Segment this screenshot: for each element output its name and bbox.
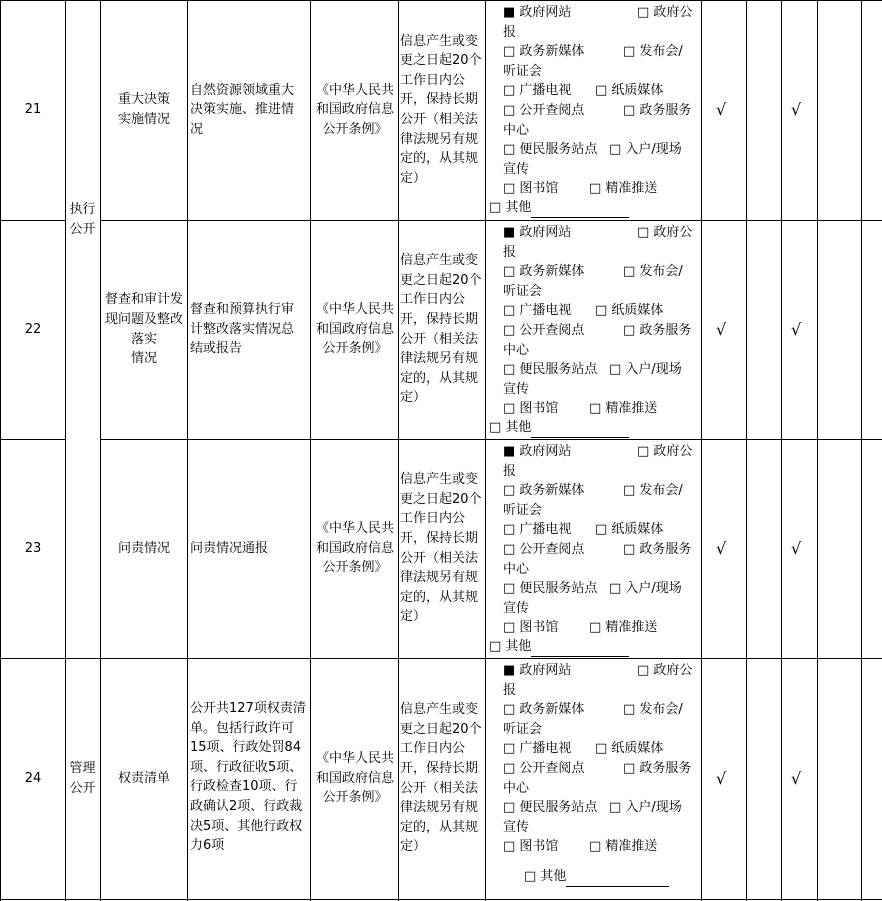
row-number: 22 [24, 321, 42, 337]
time-limit: 信息产生或变 [400, 253, 479, 269]
channel-label: 政府公 [649, 444, 693, 459]
checkbox-icon: □ [589, 839, 602, 855]
legal-basis: 《中华人民共 [315, 521, 394, 537]
checkbox-icon: □ [637, 225, 650, 240]
check-mark: √ [791, 768, 802, 788]
blank-line [531, 203, 629, 218]
channel-option [623, 540, 691, 560]
check-mark: √ [716, 538, 727, 558]
channel-option [623, 42, 683, 62]
channel-option [623, 700, 683, 720]
channel-option [503, 42, 584, 62]
channel-label: 政务新媒体 [515, 44, 585, 60]
time-limit: 定的，从其规 [400, 819, 479, 835]
time-limit: 更之日起20个 [400, 272, 482, 288]
channel-label: 中心 [503, 561, 530, 577]
checkbox-icon: □ [637, 5, 650, 20]
time-limit: 定的，从其规 [400, 151, 479, 167]
item-content: 决策实施、推进情 [190, 102, 295, 118]
channel-label: 公开查阅点 [515, 761, 585, 776]
checkbox-icon: □ [609, 800, 622, 816]
legal-basis: 《中华人民共 [315, 302, 394, 318]
checkbox-icon: □ [609, 581, 622, 597]
time-limit: 律法规另有规 [400, 570, 479, 586]
time-limit: 公开（相关法 [400, 331, 479, 347]
channel-option [503, 81, 571, 101]
checked-box-icon: ■ [503, 225, 516, 240]
channel-label: 图书馆 [515, 401, 559, 417]
checkbox-icon: □ [595, 522, 608, 538]
channel-label: 报 [503, 244, 517, 260]
item-content: 行政检查10项、行 [190, 779, 298, 795]
channel-label: 宣传 [503, 381, 530, 397]
checkbox-icon: □ [503, 839, 516, 855]
item-content: 计整改落实情况总 [190, 321, 295, 337]
row-number: 21 [24, 102, 42, 118]
checked-box-icon: ■ [503, 5, 516, 20]
time-limit: 定） [400, 390, 427, 406]
channel-label: 政府网站 [515, 444, 572, 459]
channel-option [623, 759, 691, 779]
channel-label: 纸质媒体 [607, 741, 664, 757]
channel-option [503, 700, 584, 720]
channel-option [595, 739, 663, 759]
channel-other [489, 198, 629, 218]
checkbox-icon: □ [623, 264, 636, 280]
checkbox-icon: □ [503, 181, 516, 197]
legal-basis: 和国政府信息 [315, 770, 394, 786]
channel-label: 精准推送 [601, 839, 658, 855]
time-limit: 信息产生或变 [400, 33, 479, 49]
channel-option [589, 837, 657, 857]
time-limit: 工作日内公 [400, 292, 466, 308]
checkbox-icon: □ [503, 362, 516, 378]
channel-option [503, 321, 584, 341]
item-name: 重大决策 [117, 92, 170, 108]
channel-label: 广播电视 [515, 522, 572, 538]
checkbox-icon: □ [623, 483, 636, 499]
channel-option [503, 618, 558, 638]
checkbox-icon: □ [609, 362, 622, 378]
channel-label: 纸质媒体 [607, 522, 664, 538]
item-content: 力6项 [190, 838, 225, 854]
channel-option [503, 759, 584, 779]
blank-line [531, 423, 629, 438]
checkbox-icon: □ [595, 303, 608, 319]
item-content: 况 [190, 121, 204, 137]
checkbox-icon: □ [637, 444, 650, 459]
checkbox-icon: □ [623, 702, 636, 718]
channel-option [503, 837, 558, 857]
checkbox-icon: □ [609, 142, 622, 158]
channel-label: 公开查阅点 [515, 542, 585, 557]
channel-option [609, 140, 682, 160]
group-label: 公开 [69, 780, 96, 796]
channel-label: 宣传 [503, 161, 530, 177]
channel-option [503, 262, 584, 282]
blank-line [531, 642, 629, 657]
time-limit: 工作日内公 [400, 741, 466, 757]
time-limit: 信息产生或变 [400, 702, 479, 718]
channel-label: 发布会/ [635, 264, 683, 280]
checkbox-icon: □ [503, 83, 516, 99]
checkbox-icon: □ [503, 401, 516, 417]
channel-label: 其他 [501, 200, 532, 215]
legal-basis: 公开条例》 [322, 121, 388, 137]
channel-label: 入户/现场 [621, 362, 682, 378]
channel-label: 图书馆 [515, 839, 559, 855]
channel-label: 政府公 [649, 5, 693, 20]
time-limit: 工作日内公 [400, 511, 466, 527]
time-limit: 公开（相关法 [400, 112, 479, 127]
time-limit: 律法规另有规 [400, 351, 479, 367]
check-mark: √ [791, 538, 802, 558]
channel-other [489, 418, 629, 438]
channel-label: 精准推送 [601, 620, 658, 636]
channel-label: 公开查阅点 [515, 103, 585, 118]
checkbox-icon: □ [503, 522, 516, 538]
channel-label: 公开查阅点 [515, 323, 585, 338]
check-mark: √ [716, 319, 727, 339]
channel-option [503, 360, 597, 380]
channel-label: 便民服务站点 [515, 142, 598, 158]
time-limit: 定） [400, 609, 427, 625]
channel-option [609, 579, 682, 599]
item-content: 结或报告 [190, 341, 243, 357]
check-mark: √ [716, 100, 727, 119]
checkbox-icon: □ [503, 741, 516, 757]
channel-option [589, 618, 657, 638]
checkbox-icon: □ [524, 869, 537, 884]
channel-label: 发布会/ [635, 702, 683, 718]
time-limit: 定的，从其规 [400, 589, 479, 605]
channel-label: 图书馆 [515, 620, 559, 636]
channel-label: 政务新媒体 [515, 702, 585, 718]
channel-option [503, 739, 571, 759]
channel-label: 其他 [536, 869, 567, 884]
channel-label: 中心 [503, 122, 530, 138]
channel-option [637, 661, 692, 681]
item-name: 实施情况 [117, 112, 170, 127]
time-limit: 律法规另有规 [400, 800, 479, 816]
channel-other [524, 867, 669, 887]
channel-option [503, 520, 571, 540]
checkbox-icon: □ [503, 581, 516, 597]
channel-label: 入户/现场 [621, 800, 682, 816]
group-label: 公开 [69, 221, 96, 237]
channel-label: 广播电视 [515, 303, 572, 319]
checkbox-icon: □ [503, 142, 516, 158]
item-content: 政确认2项、行政裁 [190, 799, 303, 814]
channel-option [623, 262, 683, 282]
channel-label: 其他 [501, 639, 532, 654]
time-limit: 律法规另有规 [400, 131, 479, 147]
group-label: 执行 [69, 201, 96, 217]
channel-option [595, 301, 663, 321]
checkbox-icon: □ [595, 741, 608, 757]
checkbox-icon: □ [503, 800, 516, 816]
time-limit: 信息产生或变 [400, 472, 479, 488]
row-number: 23 [24, 540, 42, 556]
channel-label: 报 [503, 463, 517, 479]
channel-option [503, 140, 597, 160]
checkbox-icon: □ [503, 264, 516, 280]
time-limit: 定的，从其规 [400, 370, 479, 386]
channel-label: 广播电视 [515, 83, 572, 99]
legal-basis: 和国政府信息 [315, 102, 394, 118]
channel-label: 政务服务 [635, 761, 692, 776]
channel-option [623, 321, 691, 341]
channel-option [609, 360, 682, 380]
channel-label: 纸质媒体 [607, 303, 664, 319]
checkbox-icon: □ [623, 761, 636, 776]
channel-option [637, 223, 692, 243]
channel-label: 政务服务 [635, 542, 692, 557]
time-limit: 开，保持长期 [400, 760, 479, 776]
channel-label: 政务服务 [635, 323, 692, 338]
item-name: 现问题及整改 [104, 311, 183, 327]
channel-label: 广播电视 [515, 741, 572, 757]
checked-box-icon: ■ [503, 444, 516, 459]
channel-label: 政府网站 [515, 5, 572, 20]
channel-option [623, 101, 691, 121]
checkbox-icon: □ [503, 761, 516, 776]
checkbox-icon: □ [623, 323, 636, 338]
channel-label: 政府公 [649, 225, 693, 240]
channel-label: 中心 [503, 780, 530, 796]
channel-option [503, 798, 597, 818]
channel-option [503, 223, 571, 243]
item-content: 项、行政征收5项、 [190, 759, 303, 775]
channel-label: 精准推送 [601, 181, 658, 197]
item-content: 督查和预算执行审 [190, 302, 295, 318]
item-name: 权责清单 [117, 770, 170, 786]
item-name: 问责情况 [117, 540, 170, 556]
check-mark: √ [716, 768, 727, 788]
checkbox-icon: □ [589, 620, 602, 636]
check-mark: √ [791, 319, 802, 339]
item-content: 15项、行政处罚84 [190, 740, 302, 756]
legal-basis: 《中华人民共 [315, 751, 394, 767]
row-number: 24 [24, 770, 42, 786]
checkbox-icon: □ [503, 620, 516, 636]
channel-other [489, 637, 629, 657]
channel-label: 政府网站 [515, 225, 572, 240]
channel-label: 宣传 [503, 819, 530, 835]
checkbox-icon: □ [595, 83, 608, 99]
checkbox-icon: □ [637, 663, 650, 678]
channel-option [623, 481, 683, 501]
channel-option [503, 101, 584, 121]
checkbox-icon: □ [503, 702, 516, 718]
legal-basis: 和国政府信息 [315, 540, 394, 556]
channel-label: 政务服务 [635, 103, 692, 118]
group-label: 管理 [69, 760, 96, 776]
channel-label: 政府公 [649, 663, 693, 678]
item-name: 情况 [130, 351, 157, 367]
blank-line [566, 872, 669, 887]
channel-option [503, 661, 571, 681]
channel-label: 报 [503, 24, 517, 40]
channel-option [503, 301, 571, 321]
channel-label: 发布会/ [635, 483, 683, 499]
channel-label: 纸质媒体 [607, 83, 664, 99]
checkbox-icon: □ [489, 639, 502, 654]
checkbox-icon: □ [503, 483, 516, 499]
channel-option [503, 3, 571, 23]
time-limit: 开，保持长期 [400, 311, 479, 327]
time-limit: 定） [400, 839, 427, 855]
channel-label: 便民服务站点 [515, 800, 598, 816]
legal-basis: 公开条例》 [322, 341, 388, 357]
channel-option [589, 399, 657, 419]
channel-label: 宣传 [503, 600, 530, 616]
channel-label: 听证会 [503, 502, 543, 518]
checked-box-icon: ■ [503, 663, 516, 678]
time-limit: 更之日起20个 [400, 53, 482, 69]
channel-option [589, 179, 657, 199]
checkbox-icon: □ [503, 44, 516, 60]
channel-label: 听证会 [503, 721, 543, 737]
channel-label: 报 [503, 682, 517, 698]
channel-option [595, 81, 663, 101]
checkbox-icon: □ [489, 200, 502, 215]
channel-option [503, 579, 597, 599]
channel-option [609, 798, 682, 818]
channel-label: 入户/现场 [621, 581, 682, 597]
item-name: 落实 [130, 331, 157, 347]
legal-basis: 和国政府信息 [315, 321, 394, 337]
checkbox-icon: □ [503, 103, 516, 118]
channel-label: 政府网站 [515, 663, 572, 678]
checkbox-icon: □ [503, 323, 516, 338]
time-limit: 公开（相关法 [400, 550, 479, 566]
channel-label: 听证会 [503, 283, 543, 299]
time-limit: 工作日内公 [400, 72, 466, 88]
checkbox-icon: □ [589, 181, 602, 197]
legal-basis: 《中华人民共 [315, 82, 394, 98]
item-name: 督查和审计发 [104, 292, 183, 308]
channel-option [503, 540, 584, 560]
channel-label: 中心 [503, 342, 530, 358]
item-content: 自然资源领域重大 [190, 82, 295, 98]
checkbox-icon: □ [589, 401, 602, 417]
channel-label: 发布会/ [635, 44, 683, 60]
channel-label: 便民服务站点 [515, 362, 598, 378]
channel-label: 便民服务站点 [515, 581, 598, 597]
channel-option [637, 3, 692, 23]
time-limit: 开，保持长期 [400, 92, 479, 108]
channel-label: 政务新媒体 [515, 264, 585, 280]
checkbox-icon: □ [503, 303, 516, 319]
channel-option [503, 481, 584, 501]
time-limit: 开，保持长期 [400, 530, 479, 546]
check-mark: √ [791, 100, 802, 119]
checkbox-icon: □ [489, 420, 502, 435]
channel-option [503, 399, 558, 419]
item-content: 单。包括行政许可 [190, 720, 295, 736]
item-content: 公开共127项权责清 [190, 701, 306, 716]
channel-label: 精准推送 [601, 401, 658, 417]
item-content: 问责情况通报 [190, 540, 269, 556]
channel-label: 图书馆 [515, 181, 559, 197]
checkbox-icon: □ [623, 542, 636, 557]
channel-label: 听证会 [503, 63, 543, 79]
legal-basis: 公开条例》 [322, 560, 388, 576]
time-limit: 公开（相关法 [400, 780, 479, 796]
channel-label: 其他 [501, 420, 532, 435]
checkbox-icon: □ [623, 103, 636, 118]
time-limit: 更之日起20个 [400, 721, 482, 737]
channel-label: 入户/现场 [621, 142, 682, 158]
channel-label: 政务新媒体 [515, 483, 585, 499]
channel-option [595, 520, 663, 540]
time-limit: 定） [400, 170, 427, 186]
channel-option [503, 442, 571, 462]
time-limit: 更之日起20个 [400, 491, 482, 507]
checkbox-icon: □ [503, 542, 516, 557]
checkbox-icon: □ [623, 44, 636, 60]
legal-basis: 公开条例》 [322, 790, 388, 806]
channel-option [503, 179, 558, 199]
item-content: 决5项、其他行政权 [190, 818, 303, 834]
channel-option [637, 442, 692, 462]
